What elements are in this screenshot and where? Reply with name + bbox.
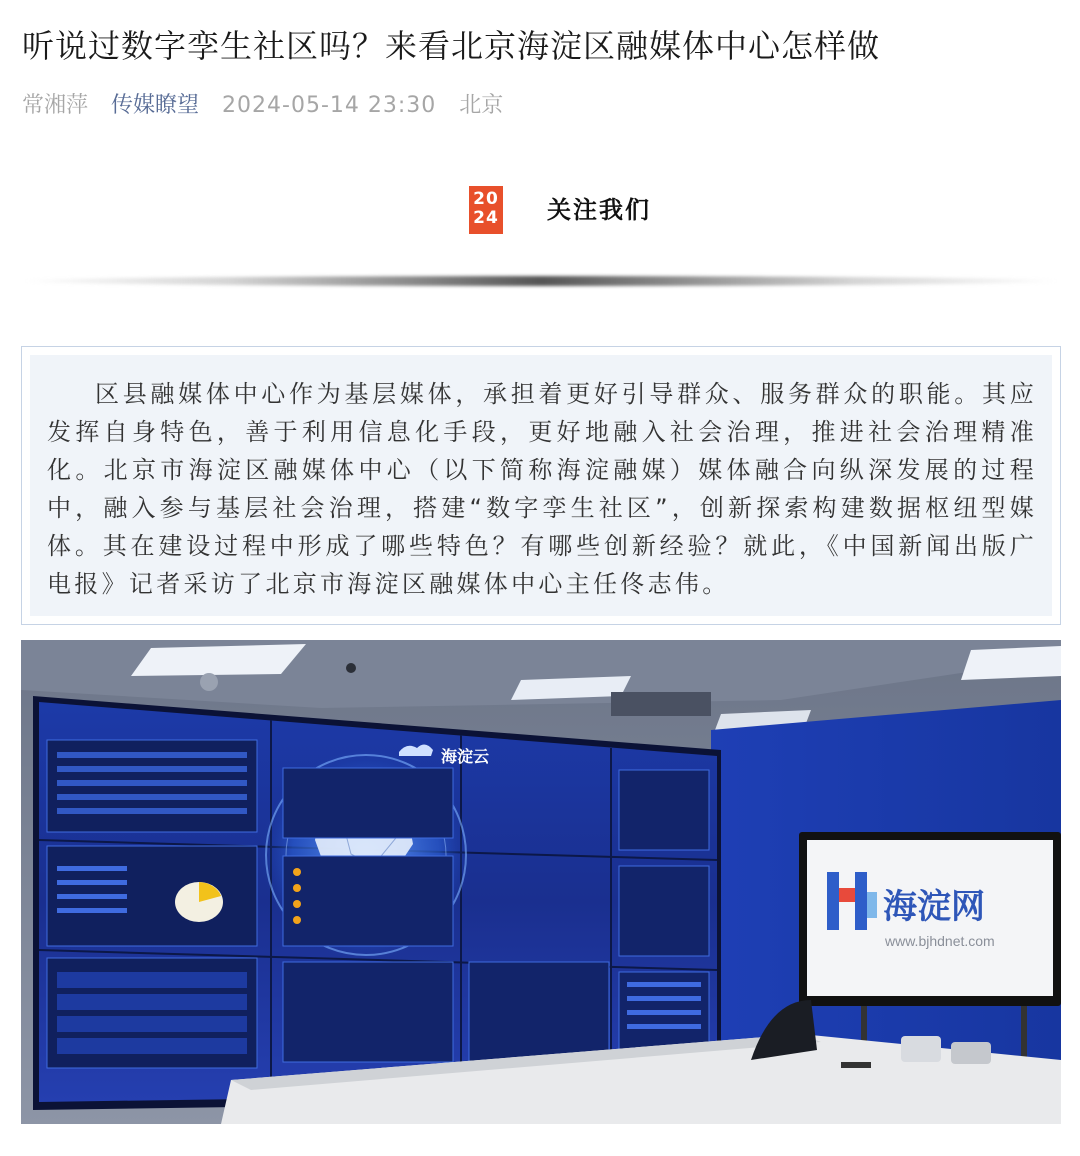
- tv-brand-text: 海淀网: [883, 887, 985, 927]
- intro-paragraph: 区县融媒体中心作为基层媒体，承担着更好引导群众、服务群众的职能。其应发挥自身特色，善于利用信息化手段，更好地融入社会治理，推进社会治理精准化。北京市海淀区融媒体中心（以下简称海淀融媒）媒体融合向纵深发展的过程中，融入参与基层社会治理，搭建“数字孪生社区”，创新探索构建数据枢纽型媒体。其在建设过程中形成了哪些特色？有哪些创新经验？就此，《中国新闻出版广电报》记者采访了北京市海淀区融媒体中心主任佟志伟。: [47, 380, 1037, 598]
- article-meta: [22, 90, 519, 122]
- publish-time: 2024-05-14 23:30: [222, 93, 437, 118]
- intro-box: [21, 346, 1061, 625]
- article-title: 听说过数字孪生社区吗？来看北京海淀区融媒体中心怎样做: [22, 27, 881, 65]
- year-badge-top: 20: [473, 189, 499, 209]
- section-divider: [22, 276, 1060, 286]
- intro-box-inner: [30, 355, 1052, 616]
- year-badge: [469, 186, 503, 234]
- air-vent: [611, 692, 711, 716]
- wall-title: 海淀云: [441, 749, 490, 766]
- ceiling-light: [131, 644, 306, 676]
- year-badge-bottom: 24: [473, 208, 499, 228]
- wall-left-panels: [47, 740, 257, 1068]
- article-photo[interactable]: [21, 640, 1061, 1124]
- tv-url-text: www.bjhdnet.com: [885, 933, 995, 949]
- account-link[interactable]: 传媒瞭望: [111, 93, 200, 118]
- logo-bar: [827, 872, 839, 930]
- follow-us-label[interactable]: 关注我们: [547, 196, 651, 224]
- command-center-photo: [21, 640, 1061, 1124]
- author-name: 常湘萍: [22, 93, 89, 118]
- ceiling-light: [961, 646, 1061, 680]
- publish-location: 北京: [459, 93, 504, 118]
